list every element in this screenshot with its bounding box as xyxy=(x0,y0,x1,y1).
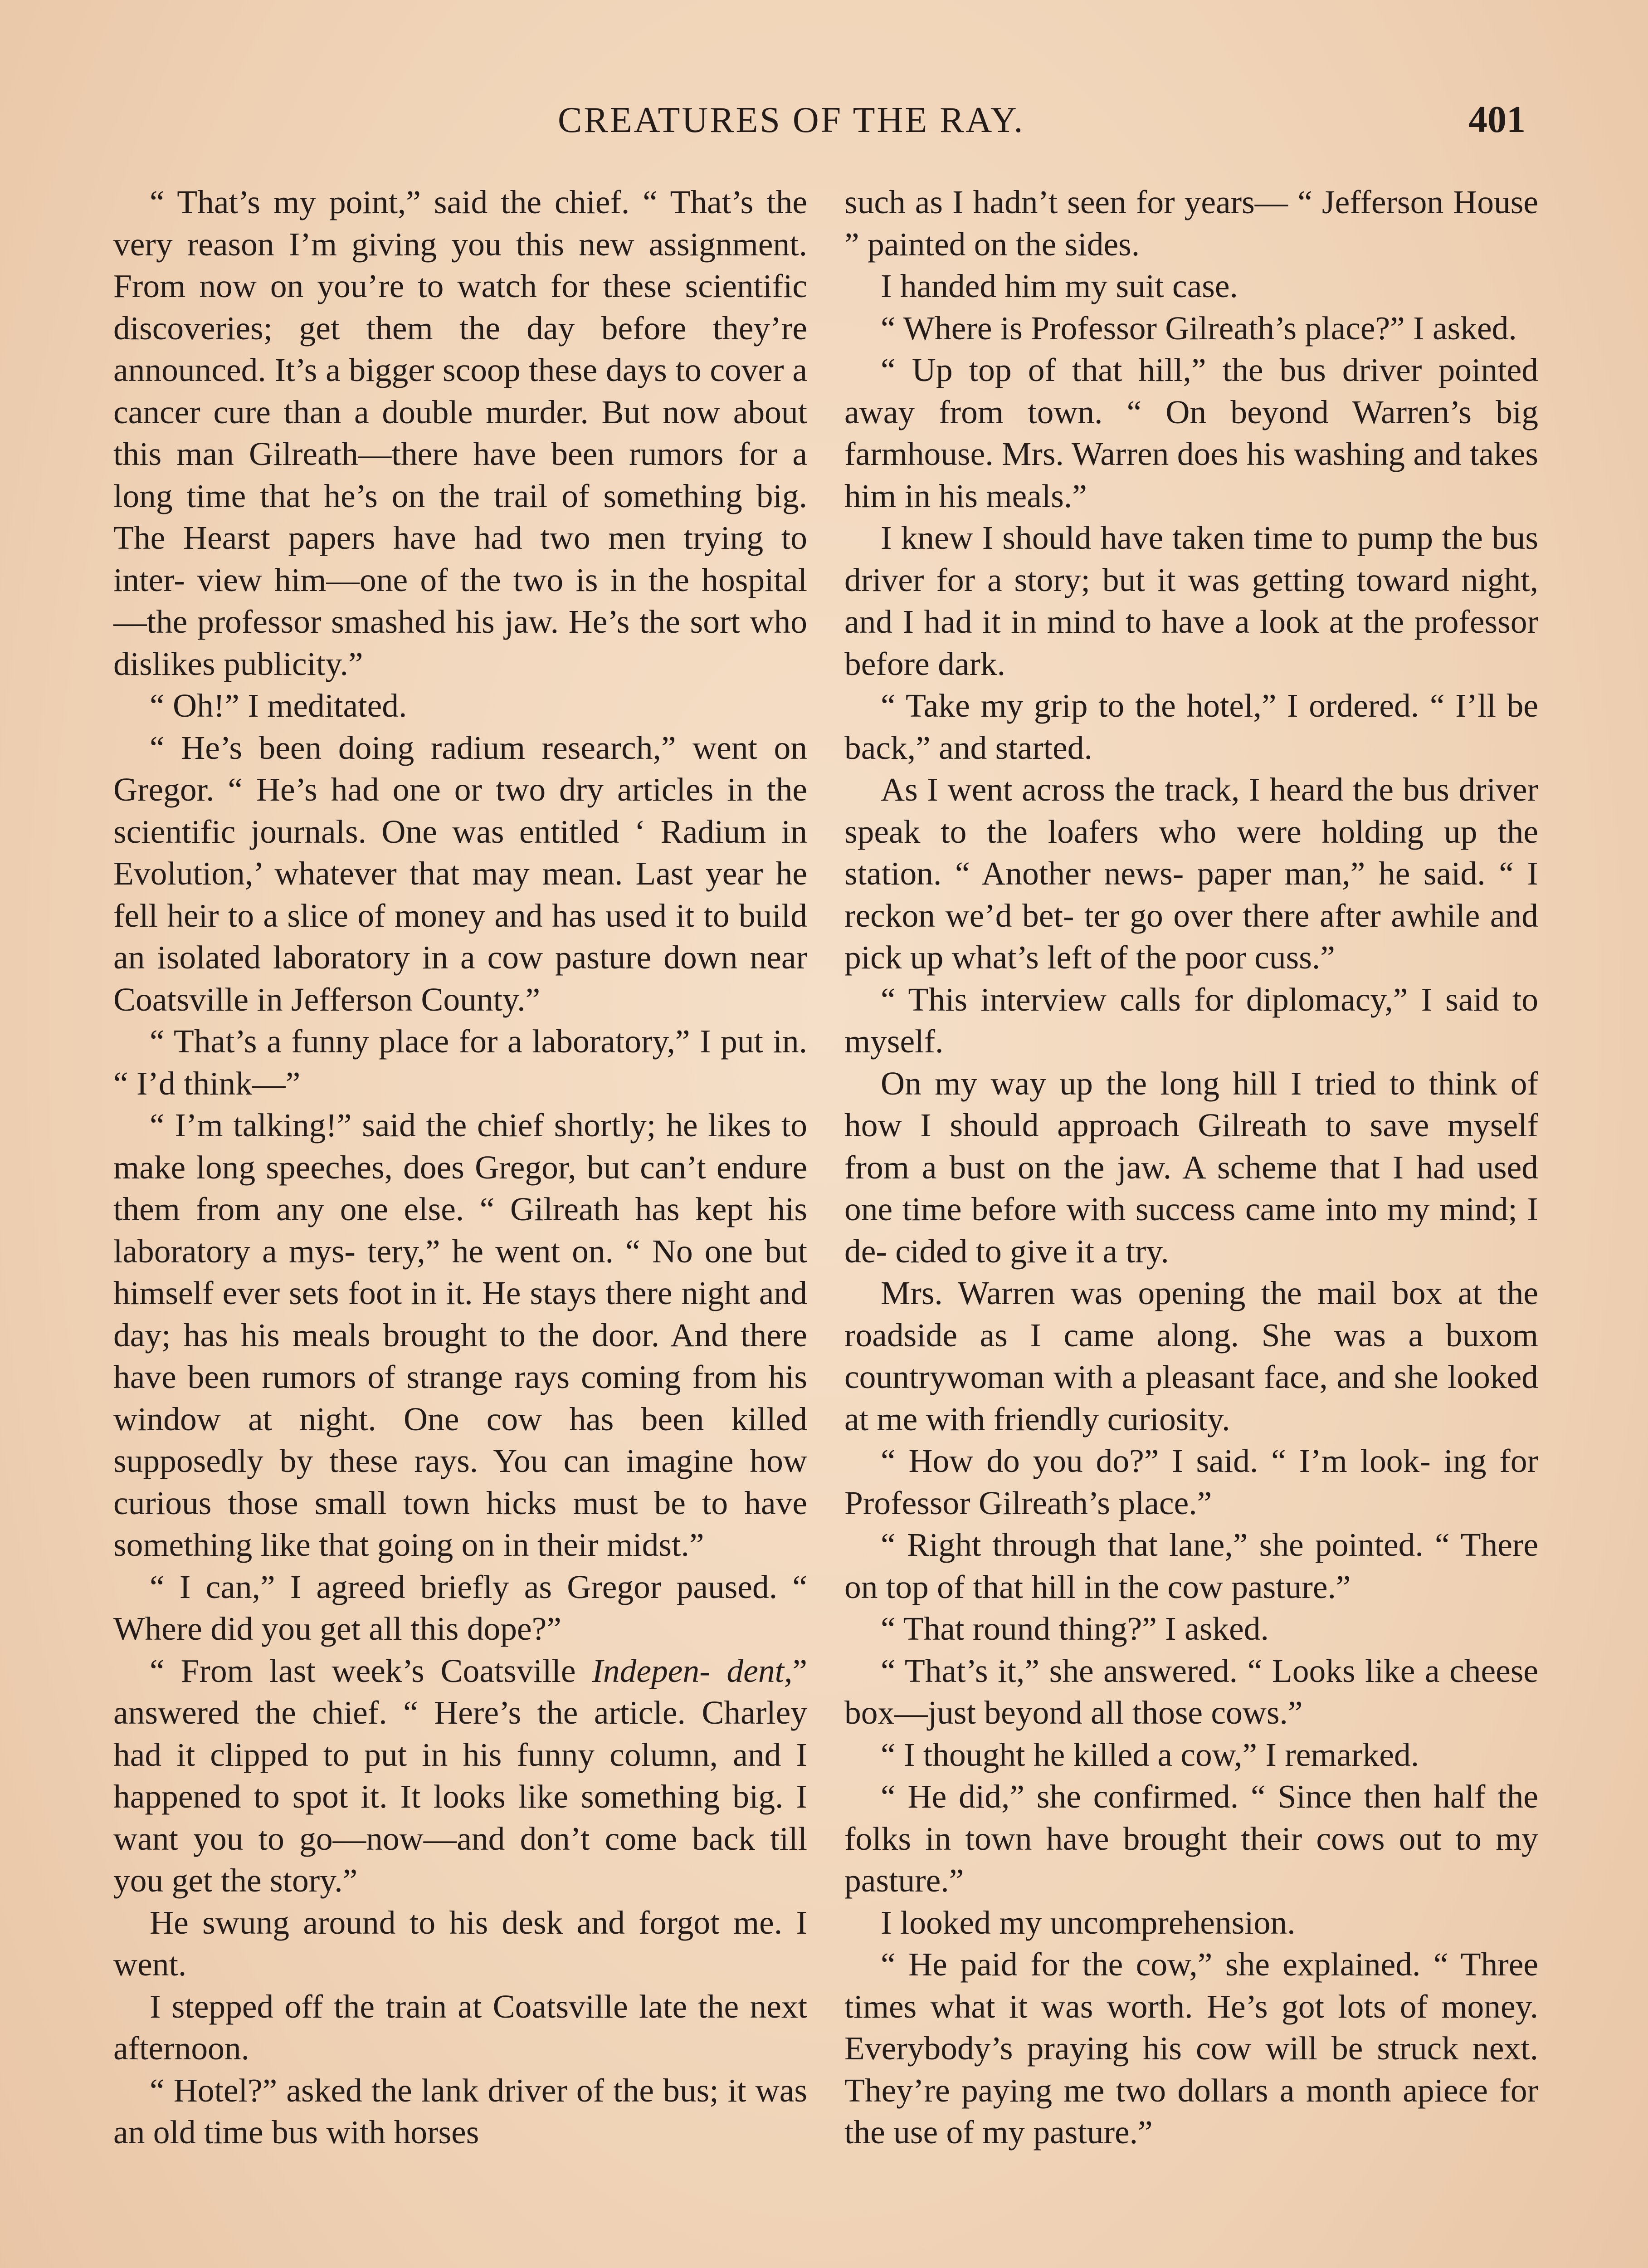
paragraph: “ Where is Professor Gilreath’s place?” I asked. xyxy=(881,309,1517,347)
paragraph: On my way up the long hill I tried to think of how I should approach Gilreath to save myself from a bust on the jaw. A scheme that I had used one time before with success came into my mind; I de- cided to give it a try. xyxy=(844,1065,1538,1270)
paragraph: “ Take my grip to the hotel,” I ordered. “ I’ll be back,” and started. xyxy=(844,687,1538,766)
paragraph: “ That round thing?” I asked. xyxy=(881,1610,1269,1647)
paragraph: “ That’s it,” she answered. “ Looks like a cheese box—just beyond all those cows.” xyxy=(844,1652,1538,1731)
italic-newspaper-title: Indepen- dent, xyxy=(592,1652,793,1689)
text-run: ” answered the chief. “ Here’s the article. Charley had it clipped to put in his funny column, and I happened to spot it. It looks like something big. I want you to go—now—and don’t come back till you get the story.” xyxy=(113,1652,807,1899)
paragraph: “ He paid for the cow,” she explained. “ Three times what it was worth. He’s got lots of money. Everybody’s praying his cow will be struck next. They’re paying me two dollars a month apiece for the use of my pasture.” xyxy=(844,1946,1538,2151)
paragraph: I looked my uncomprehension. xyxy=(881,1904,1296,1941)
paragraph: “ I thought he killed a cow,” I remarked. xyxy=(881,1736,1419,1773)
paragraph: As I went across the track, I heard the bus driver speak to the loafers who were holding up the station. “ Another news- paper man,” he said. “ I reckon we’d bet- ter go over there after awhile and pick up what’s left of the poor cuss.” xyxy=(844,771,1538,976)
running-title: CREATURES OF THE RAY. xyxy=(558,100,1025,140)
paragraph: “ Right through that lane,” she pointed. “ There on top of that hill in the cow pasture.” xyxy=(844,1526,1538,1605)
paragraph: “ Hotel?” asked the lank driver of the bus; it was an old time bus with horses xyxy=(113,2072,807,2151)
paragraph: “ Up top of that hill,” the bus driver pointed away from town. “ On beyond Warren’s big farmhouse. Mrs. Warren does his washing and takes him in his meals.” xyxy=(844,352,1538,514)
paragraph: “ He did,” she confirmed. “ Since then half the folks in town have brought their cows out to my pasture.” xyxy=(844,1778,1538,1899)
paragraph: “ How do you do?” I said. “ I’m look- ing for Professor Gilreath’s place.” xyxy=(844,1442,1538,1521)
left-column xyxy=(113,181,807,2154)
paragraph: “ I’m talking!” said the chief shortly; he likes to make long speeches, does Gregor, but can’t endure them from any one else. “ Gilreath has kept his laboratory a mys- tery,” he went on. “ No one but himself ever sets foot in it. He stays there night and day; has his meals brought to the door. And there have been rumors of strange rays coming from his window at night. One cow has been killed supposedly by these rays. You can imagine how curious those small town hicks must be to have something like that going on in their midst.” xyxy=(113,1107,807,1563)
paragraph: He swung around to his desk and forgot me. I went. xyxy=(113,1904,807,1983)
paragraph: Mrs. Warren was opening the mail box at the roadside as I came along. She was a buxom countrywoman with a pleasant face, and she looked at me with friendly curiosity. xyxy=(844,1275,1538,1437)
paragraph-continuation: such as I hadn’t seen for years— “ Jefferson House ” painted on the sides. xyxy=(844,184,1538,263)
text-run: “ From last week’s Coatsville xyxy=(150,1652,592,1689)
paragraph: “ Oh!” I meditated. xyxy=(150,687,407,724)
paragraph: “ That’s my point,” said the chief. “ That’s the very reason I’m giving you this new assignment. From now on you’re to watch for these scientific discoveries; get them the day before they’re announced. It’s a bigger scoop these days to cover a cancer cure than a double murder. But now about this man Gilreath—there have been rumors for a long time that he’s on the trail of something big. The Hearst papers have had two men trying to inter- view him—one of the two is in the hospital —the professor smashed his jaw. He’s the sort who dislikes publicity.” xyxy=(113,184,807,682)
paragraph: “ That’s a funny place for a laboratory,” I put in. “ I’d think—” xyxy=(113,1023,807,1102)
paragraph: “ This interview calls for diplomacy,” I said to myself. xyxy=(844,981,1538,1060)
paragraph: I stepped off the train at Coatsville late the next afternoon. xyxy=(113,1988,807,2067)
paragraph xyxy=(113,1650,807,1902)
paragraph: I handed him my suit case. xyxy=(881,268,1238,304)
paragraph: “ He’s been doing radium research,” went on Gregor. “ He’s had one or two dry articles in the scientific journals. One was entitled ‘ Radium in Evolution,’ whatever that may mean. Last year he fell heir to a slice of money and has used it to build an isolated laboratory in a cow pasture down near Coatsville in Jefferson County.” xyxy=(113,729,807,1018)
paragraph: “ I can,” I agreed briefly as Gregor paused. “ Where did you get all this dope?” xyxy=(113,1568,807,1647)
paragraph: I knew I should have taken time to pump the bus driver for a story; but it was getting toward night, and I had it in mind to have a look at the professor before dark. xyxy=(844,519,1538,682)
right-column xyxy=(844,181,1538,2154)
page-number: 401 xyxy=(1468,98,1526,141)
